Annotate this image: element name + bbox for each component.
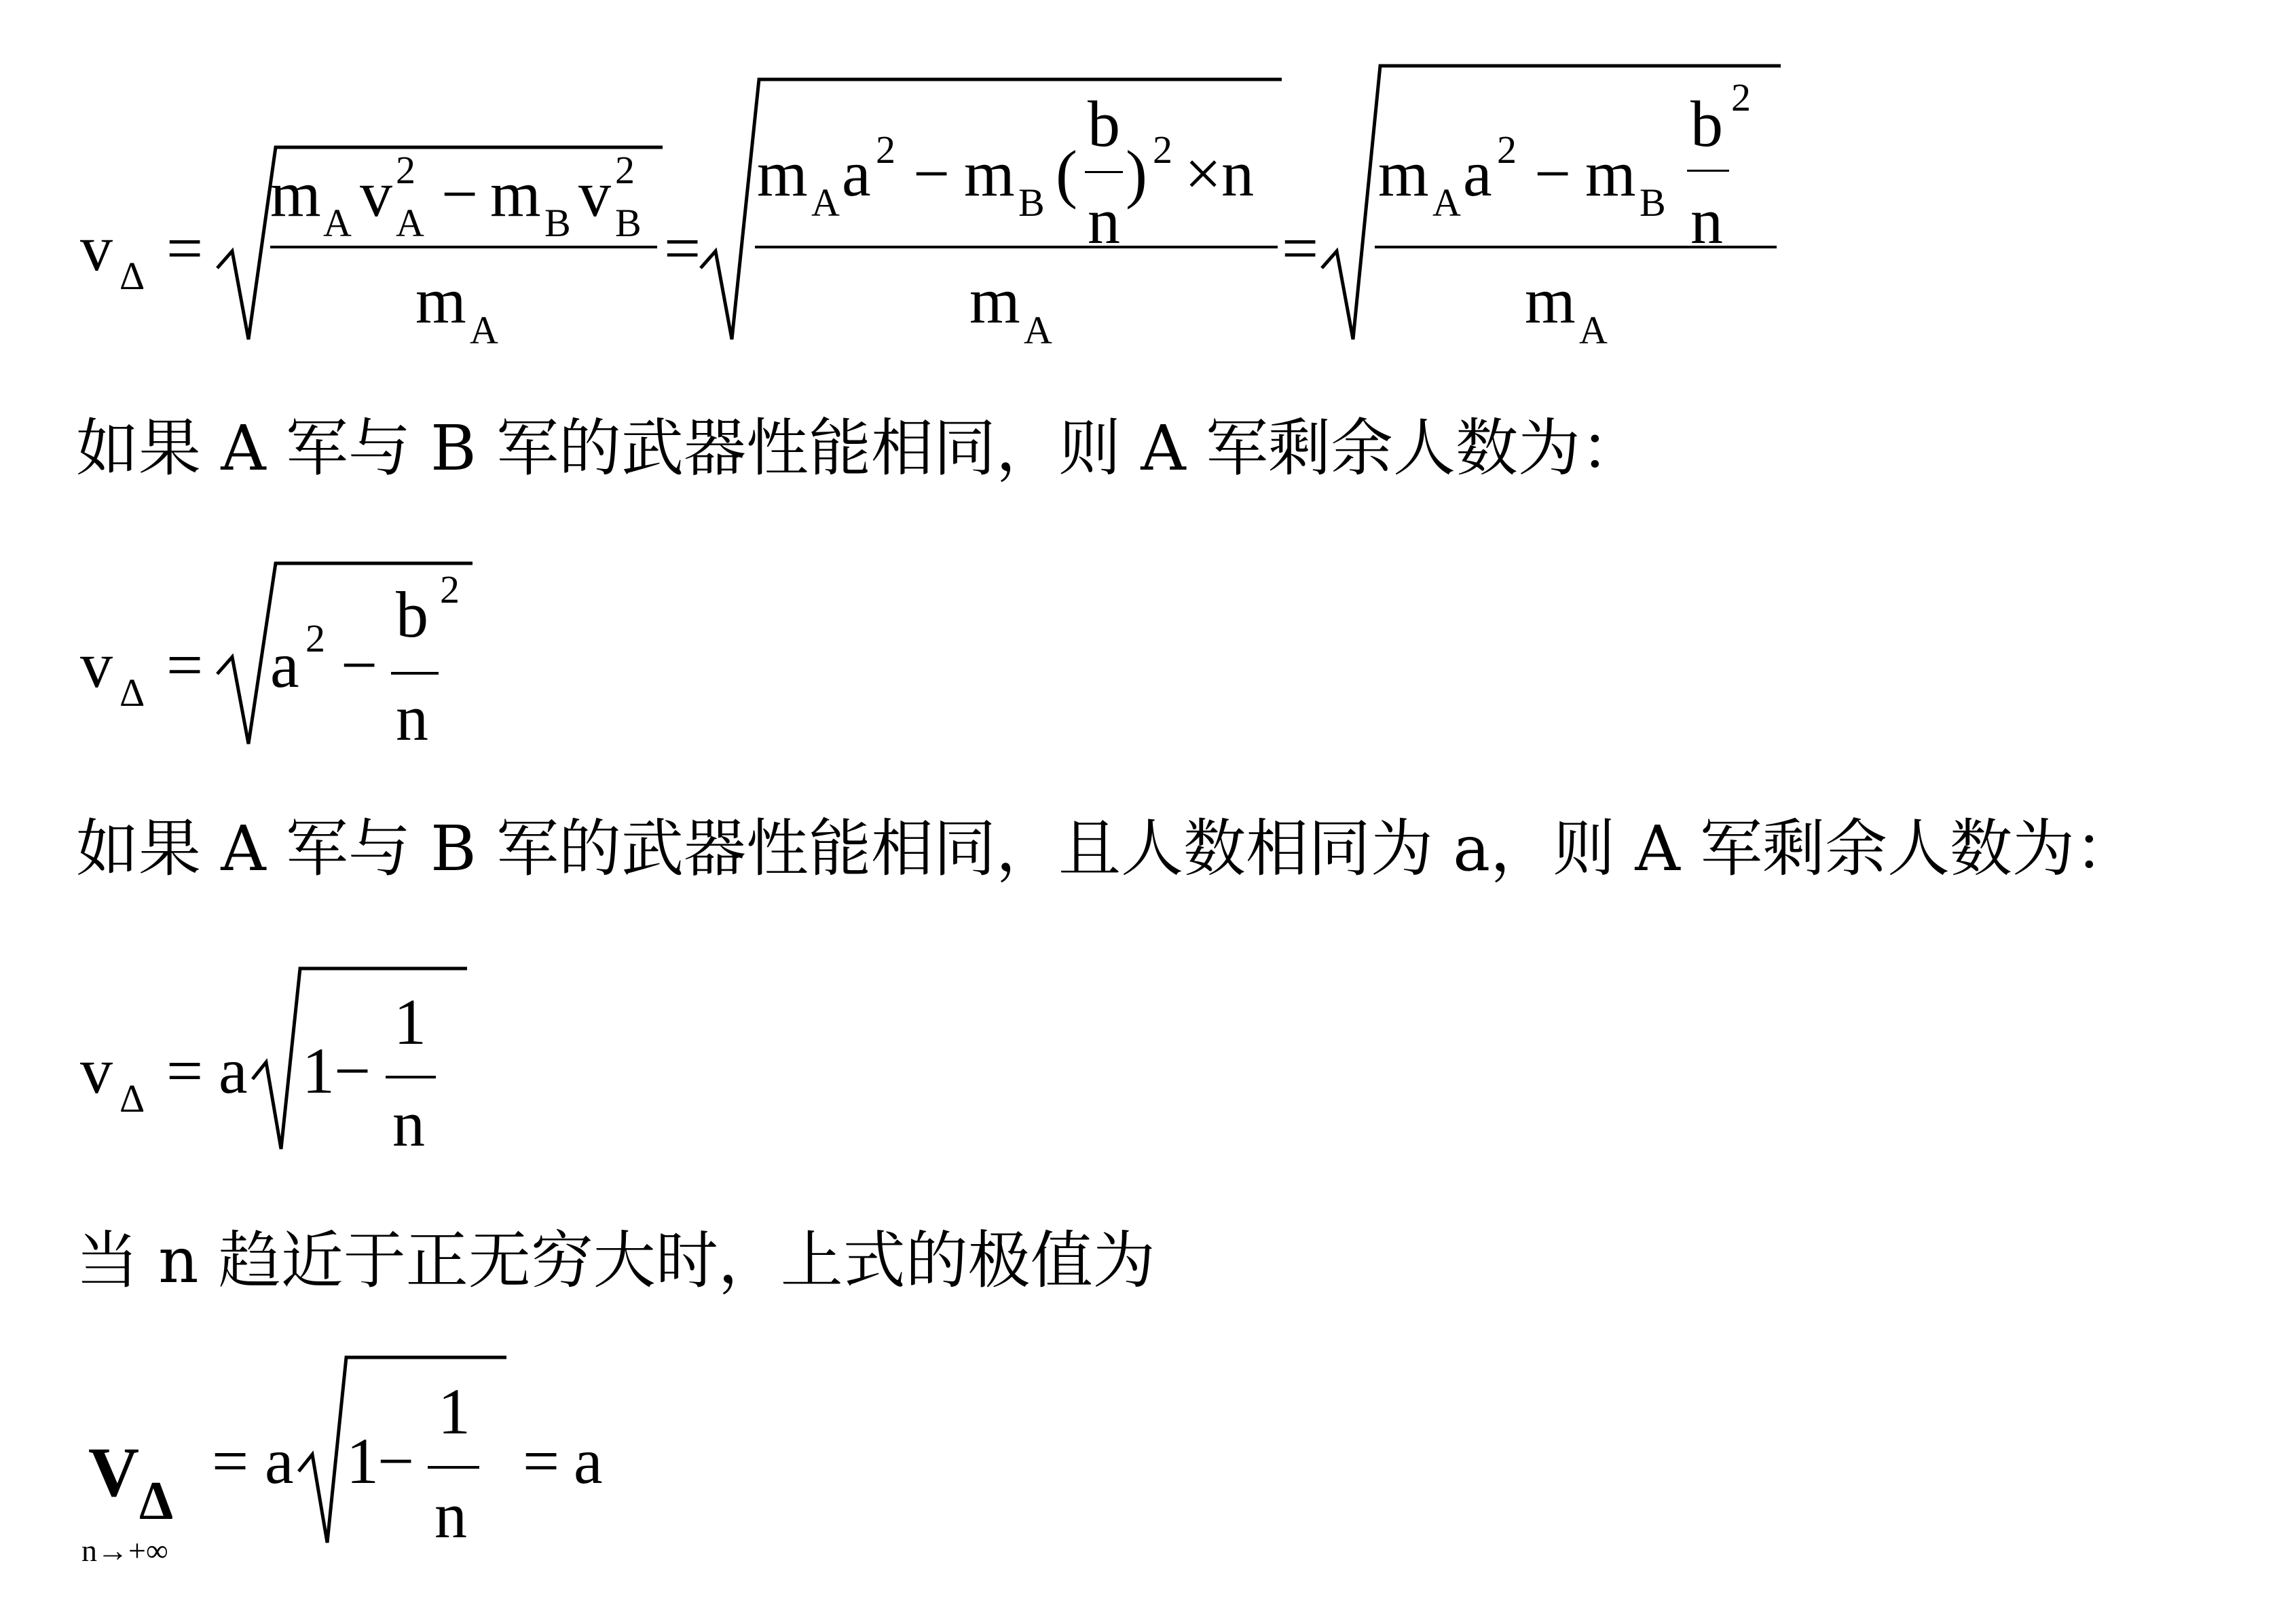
paragraph-3: 当 n 趋近于正无穷大时，上式的极值为 bbox=[76, 1224, 1155, 1297]
eq2-minus: − bbox=[341, 628, 378, 701]
eq1-t1-num-v2: v bbox=[578, 157, 611, 230]
eq1-t2-num-rparen: ) bbox=[1126, 137, 1147, 210]
eq4-one: 1 bbox=[346, 1425, 379, 1497]
eq1-t1-num-v2-sub: B bbox=[615, 201, 642, 245]
eq2-equals: = bbox=[166, 628, 204, 701]
eq3-frac-1: 1 bbox=[394, 985, 426, 1058]
eq4-a: a bbox=[265, 1425, 294, 1497]
eq1-t1-num-m-sub: A bbox=[323, 201, 352, 245]
eq4-minus: − bbox=[377, 1425, 415, 1497]
eq1-t3-den-m: m bbox=[1525, 264, 1576, 337]
eq1-t2-num-frac-n: n bbox=[1088, 185, 1120, 257]
inner-fraction-bar-2 bbox=[1687, 170, 1729, 172]
eq1-t2-num-lparen: ( bbox=[1056, 137, 1077, 210]
eq1-t2-num-m2: m bbox=[964, 137, 1015, 210]
eq3-lhs: v bbox=[80, 1034, 113, 1107]
eq1-equals-3: = bbox=[1282, 212, 1319, 284]
eq1-t2-num-m-sub: A bbox=[811, 181, 840, 225]
eq1-t3-num-m2-sub: B bbox=[1640, 181, 1666, 225]
eq1-t3-num-frac-n: n bbox=[1690, 185, 1723, 257]
eq1-t2-num-a: a bbox=[842, 137, 871, 210]
eq2-a-sup: 2 bbox=[305, 616, 325, 660]
eq3-one: 1 bbox=[302, 1034, 335, 1107]
eq1-lhs-sub: Δ bbox=[119, 254, 145, 298]
eq1-t2-num-m: m bbox=[757, 137, 808, 210]
fraction-bar-1 bbox=[270, 246, 657, 248]
eq1-t1-num-v2-sup: 2 bbox=[615, 148, 635, 192]
eq4-frac-1: 1 bbox=[438, 1375, 470, 1448]
eq2-lhs: v bbox=[80, 628, 113, 701]
eq4-result: a bbox=[574, 1425, 603, 1497]
eq1-t3-num-frac-b-sup: 2 bbox=[1731, 75, 1751, 119]
eq1-t1-num-v: v bbox=[360, 157, 392, 230]
eq1-t2-num-a-sup: 2 bbox=[876, 128, 895, 172]
eq2-frac-b-sup: 2 bbox=[440, 567, 460, 612]
eq1-lhs: v bbox=[80, 212, 113, 284]
eq1-t2-num-times-n: ×n bbox=[1185, 137, 1255, 210]
fraction-bar-2 bbox=[755, 246, 1278, 248]
eq1-t2-den-m-sub: A bbox=[1024, 308, 1052, 352]
eq1-equals-2: = bbox=[664, 212, 701, 284]
eq3-a: a bbox=[219, 1034, 248, 1107]
eq1-t3-num-frac-b: b bbox=[1690, 88, 1723, 160]
eq1-t2-num-minus: − bbox=[913, 137, 950, 210]
eq1-t3-num-m-sub: A bbox=[1432, 181, 1461, 225]
inner-fraction-bar bbox=[1085, 171, 1123, 173]
eq4-frac-n: n bbox=[434, 1479, 467, 1551]
eq1-equals: = bbox=[166, 212, 204, 284]
eq1-t3-num-minus: − bbox=[1534, 137, 1572, 210]
eq1-t1-num-v-sub: A bbox=[396, 201, 424, 245]
fraction-bar-3 bbox=[1375, 246, 1777, 248]
eq1-t3-den-m-sub: A bbox=[1579, 308, 1608, 352]
eq1-t3-num-a: a bbox=[1463, 137, 1492, 210]
eq1-t1-num-v-sup: 2 bbox=[396, 148, 415, 192]
eq3-lhs-sub: Δ bbox=[119, 1076, 145, 1121]
eq4-equals-2: = bbox=[523, 1425, 560, 1497]
eq1-t1-num-m2: m bbox=[490, 157, 541, 230]
fraction-bar-4 bbox=[391, 672, 439, 675]
eq1-t1-den-m: m bbox=[415, 264, 466, 337]
eq1-t2-num-paren-sup: 2 bbox=[1153, 128, 1172, 172]
paragraph-1: 如果 A 军与 B 军的武器性能相同，则 A 军剩余人数为： bbox=[76, 412, 1643, 485]
eq2-frac-b: b bbox=[396, 578, 428, 651]
paragraph-2: 如果 A 军与 B 军的武器性能相同，且人数相同为 a，则 A 军剩余人数为： bbox=[76, 812, 2138, 885]
eq1-t1-den-m-sub: A bbox=[470, 308, 498, 352]
eq1-t1-num-minus: − bbox=[441, 157, 479, 230]
eq4-lhs-sub: Δ bbox=[139, 1471, 174, 1531]
eq1-t3-num-a-sup: 2 bbox=[1497, 128, 1517, 172]
eq2-a: a bbox=[270, 628, 299, 701]
eq1-t1-num-m: m bbox=[270, 157, 321, 230]
eq3-equals: = bbox=[166, 1034, 204, 1107]
eq3-frac-n: n bbox=[392, 1087, 425, 1160]
eq2-lhs-sub: Δ bbox=[119, 671, 145, 715]
eq1-t3-num-m: m bbox=[1378, 137, 1429, 210]
eq3-minus: − bbox=[334, 1034, 371, 1107]
eq4-equals: = bbox=[212, 1425, 249, 1497]
fraction-bar-5 bbox=[386, 1076, 436, 1078]
eq1-t2-den-m: m bbox=[969, 264, 1020, 337]
eq2-frac-n: n bbox=[396, 681, 428, 754]
eq4-lhs: V bbox=[88, 1433, 140, 1511]
eq1-t3-num-m2: m bbox=[1585, 137, 1636, 210]
eq1-t2-num-m2-sub: B bbox=[1018, 181, 1045, 225]
eq4-limit: n→+∞ bbox=[81, 1533, 168, 1568]
eq1-t1-num-m2-sub: B bbox=[544, 201, 571, 245]
fraction-bar-6 bbox=[428, 1466, 479, 1469]
eq1-t2-num-frac-b: b bbox=[1088, 88, 1120, 160]
